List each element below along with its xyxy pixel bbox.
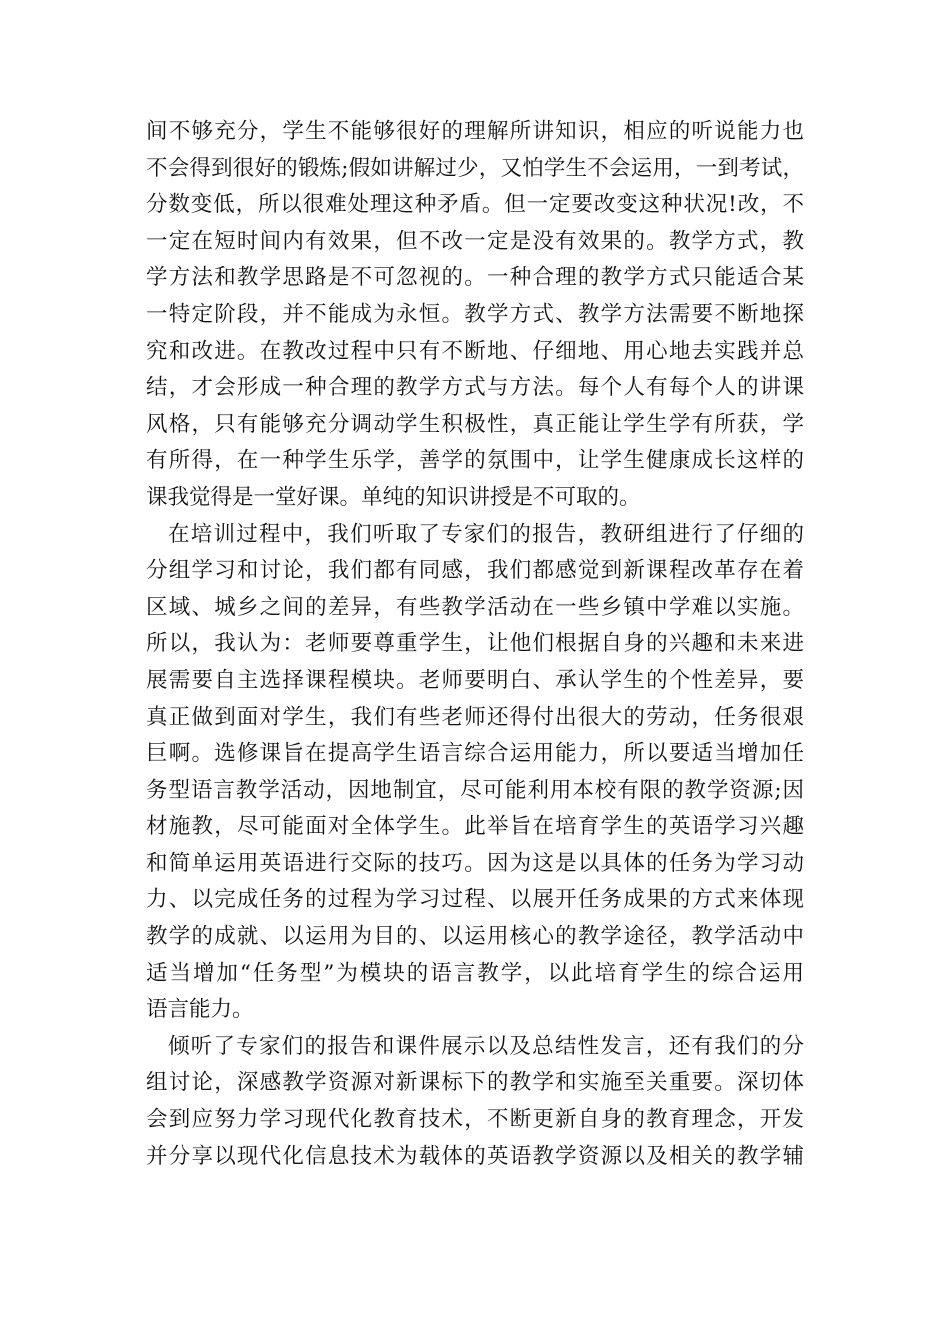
text-line: 并分享以现代化信息技术为载体的英语教学资源以及相关的教学辅	[146, 1143, 804, 1169]
text-line: 一特定阶段，并不能成为永恒。教学方式、教学方法需要不断地探	[146, 301, 804, 327]
text-line: 一定在短时间内有效果，但不改一定是没有效果的。教学方式，教	[146, 228, 804, 254]
paragraph-2	[146, 517, 806, 1029]
text-line: 学方法和教学思路是不可忽视的。一种合理的教学方式只能适合某	[146, 265, 804, 291]
text-line: 分组学习和讨论，我们都有同感，我们都感觉到新课程改革存在着	[146, 558, 804, 584]
text-line: 在培训过程中，我们听取了专家们的报告，教研组进行了仔细的	[168, 521, 804, 547]
text-line: 语言能力。	[146, 997, 254, 1023]
text-line: 风格，只有能够充分调动学生积极性，真正能让学生学有所获，学	[146, 411, 804, 437]
text-line: 务型语言教学活动，因地制宜，尽可能利用本校有限的教学资源;因	[146, 777, 804, 803]
text-line: 究和改进。在教改过程中只有不断地、仔细地、用心地去实践并总	[146, 338, 804, 364]
document-body	[146, 114, 806, 1175]
text-line: 展需要自主选择课程模块。老师要明白、承认学生的个性差异，要	[146, 667, 804, 693]
text-line: 巨啊。选修课旨在提高学生语言综合运用能力，所以要适当增加任	[146, 741, 804, 767]
text-line: 组讨论，深感教学资源对新课标下的教学和实施至关重要。深切体	[146, 1070, 804, 1096]
text-line: 真正做到面对学生，我们有些老师还得付出很大的劳动，任务很艰	[146, 704, 804, 730]
text-line: 有所得，在一种学生乐学，善学的氛围中，让学生健康成长这样的	[146, 448, 804, 474]
text-line: 区域、城乡之间的差异，有些教学活动在一些乡镇中学难以实施。	[146, 594, 804, 620]
paragraph-1	[146, 114, 806, 517]
text-line: 会到应努力学习现代化教育技术，不断更新自身的教育理念，开发	[146, 1107, 804, 1133]
paragraph-3	[146, 1029, 806, 1175]
text-line: 教学的成就、以运用为目的、以运用核心的教学途径，教学活动中	[146, 924, 804, 950]
text-line: 分数变低，所以很难处理这种矛盾。但一定要改变这种状况!改，不	[146, 192, 804, 218]
text-line: 力、以完成任务的过程为学习过程、以展开任务成果的方式来体现	[146, 887, 804, 913]
text-line: 间不够充分，学生不能够很好的理解所讲知识，相应的听说能力也	[146, 119, 804, 144]
text-line: 课我觉得是一堂好课。单纯的知识讲授是不可取的。	[146, 484, 641, 510]
text-line: 材施教，尽可能面对全体学生。此举旨在培育学生的英语学习兴趣	[146, 814, 804, 840]
text-line: 倾听了专家们的报告和课件展示以及总结性发言，还有我们的分	[168, 1033, 804, 1059]
text-line: 和简单运用英语进行交际的技巧。因为这是以具体的任务为学习动	[146, 850, 804, 876]
text-line: 所以，我认为：老师要尊重学生，让他们根据自身的兴趣和未来进	[146, 631, 804, 657]
text-line: 结，才会形成一种合理的教学方式与方法。每个人有每个人的讲课	[146, 375, 804, 401]
text-line: 适当增加“任务型”为模块的语言教学，以此培育学生的综合运用	[146, 960, 804, 986]
text-line: 不会得到很好的锻炼;假如讲解过少，又怕学生不会运用，一到考试，	[146, 155, 804, 181]
